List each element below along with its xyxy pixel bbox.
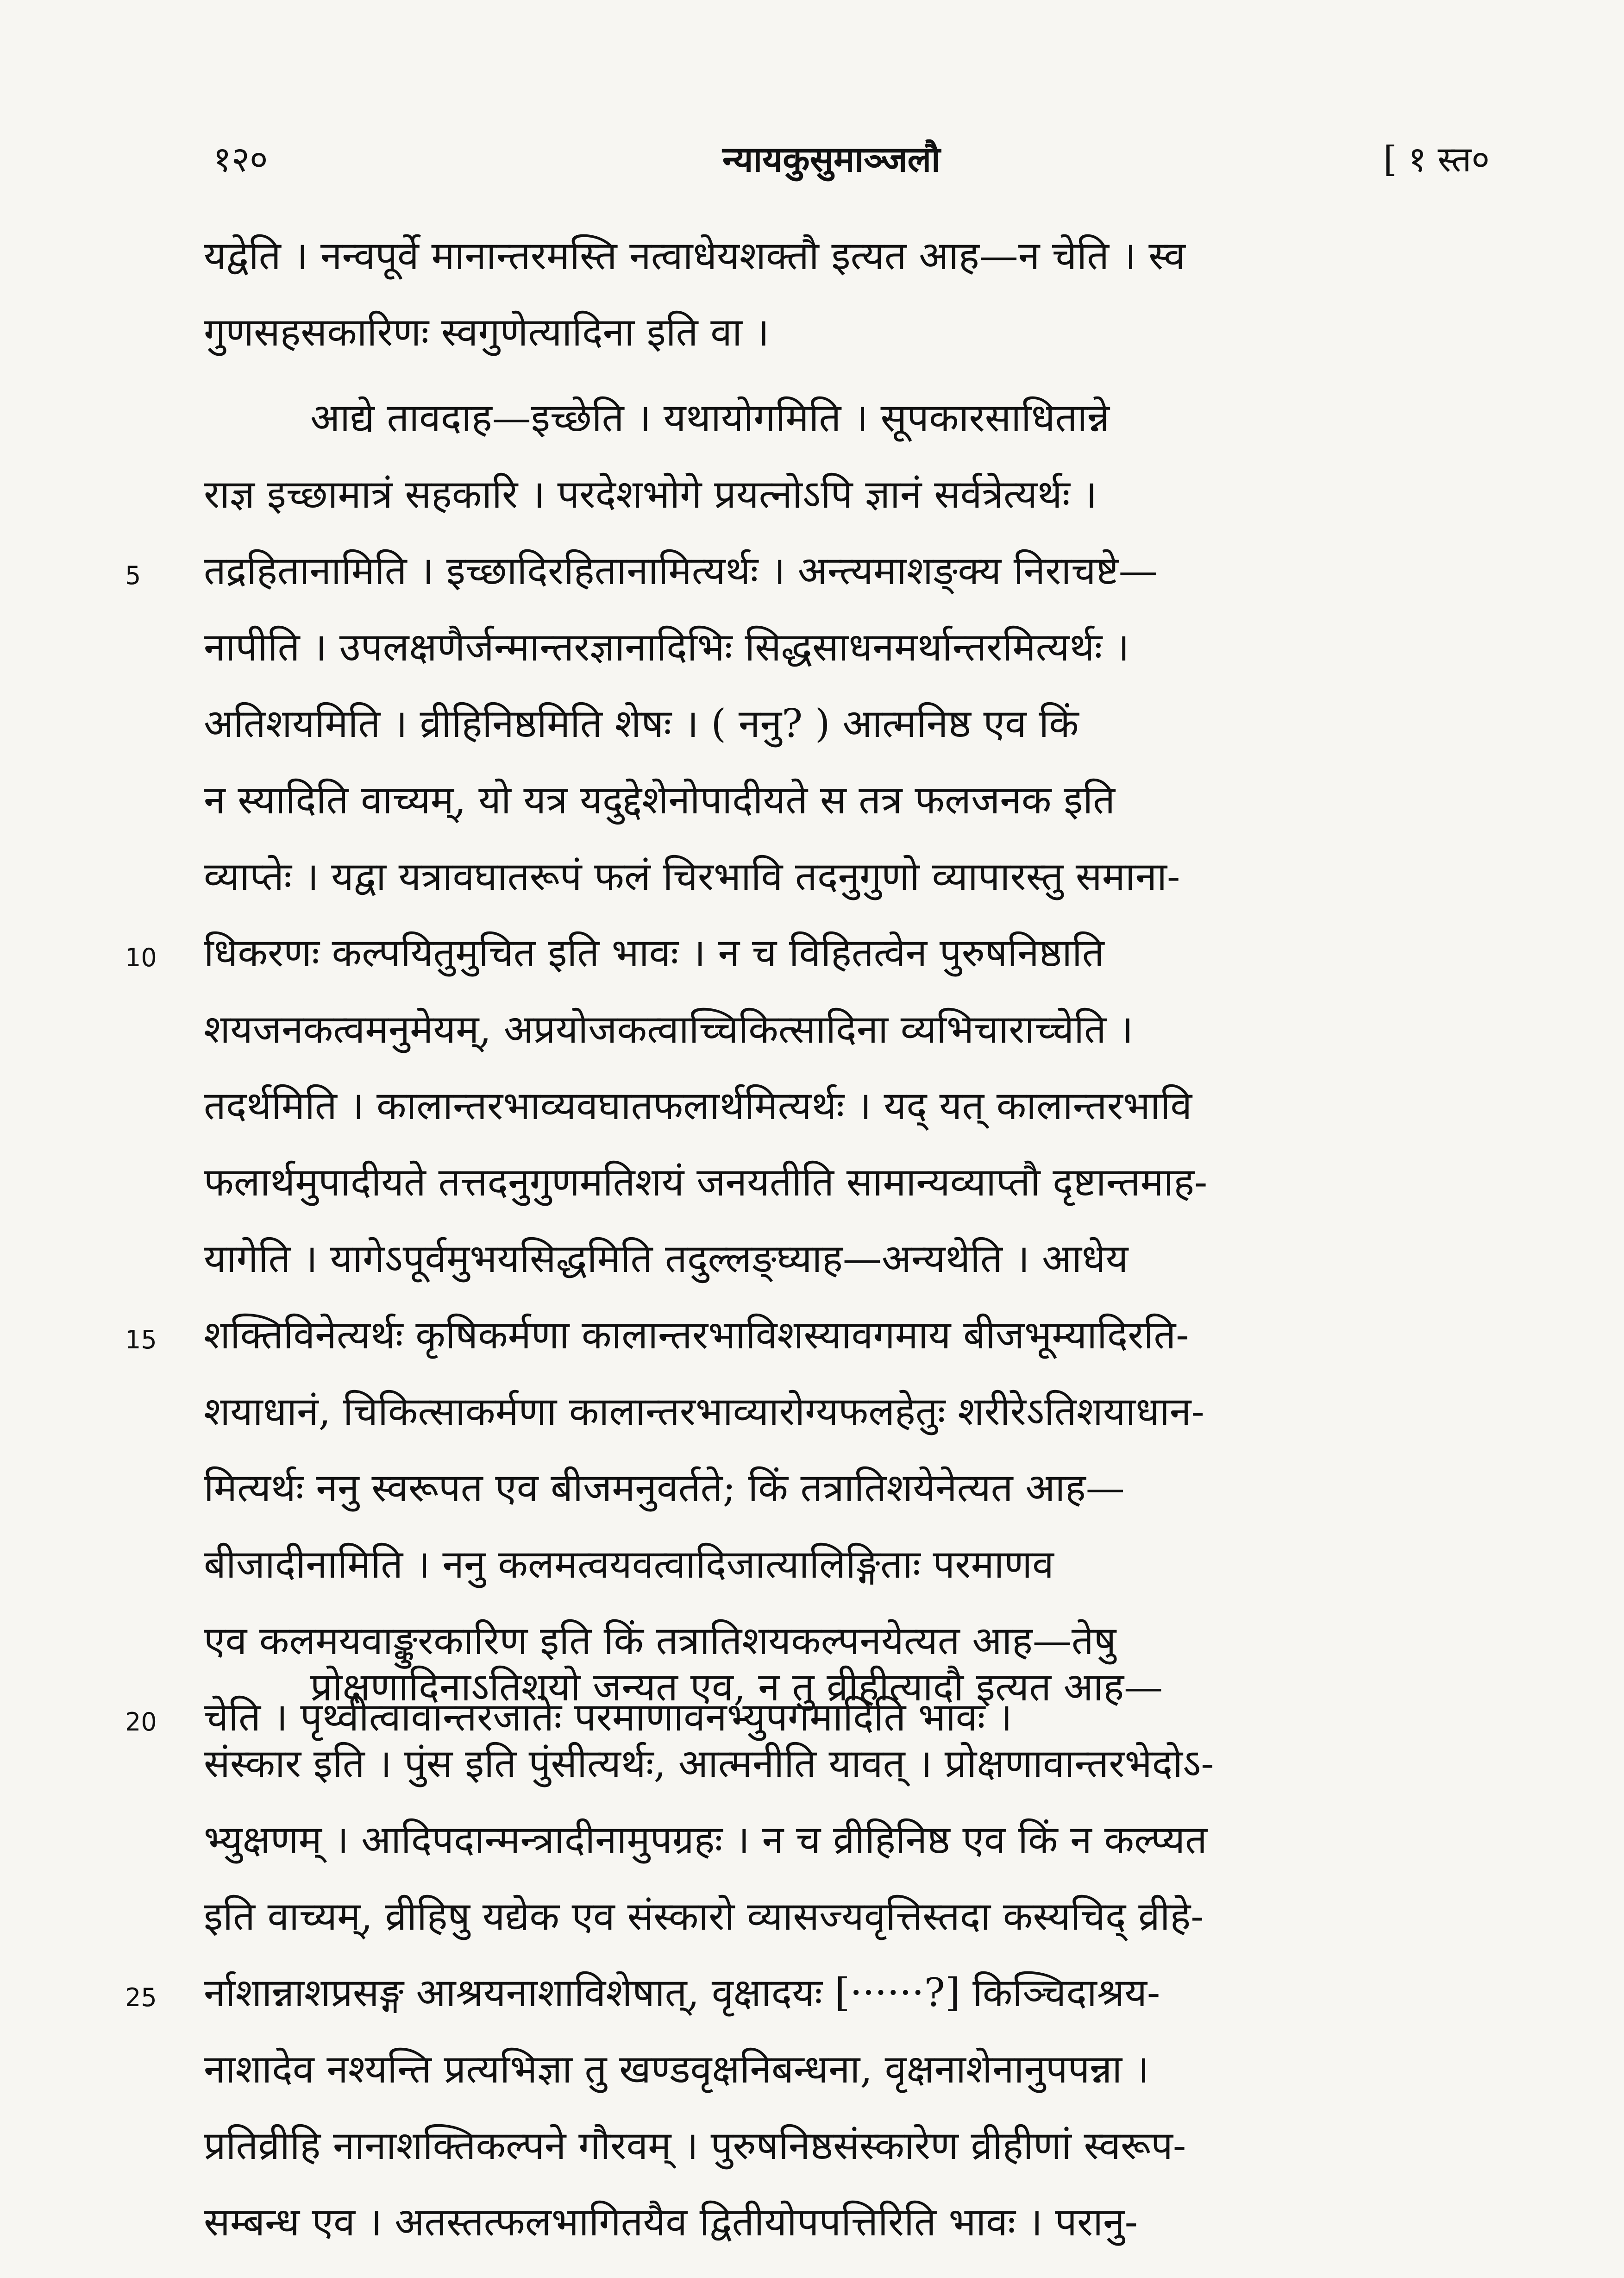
text-line <box>204 1526 1490 1603</box>
line-text: तद्रहितानामिति । इच्छादिरहितानामित्यर्थः । अन्त्यमाशङ्क्य निराचष्टे— <box>204 548 1158 593</box>
text-line <box>204 1068 1490 1144</box>
text-line <box>204 1802 1490 1878</box>
text-line <box>204 2031 1490 2108</box>
line-text: एव कलमयवाङ्कुरकारिण इति किं तत्रातिशयकल्पनयेत्यत आह—तेषु <box>204 1618 1116 1663</box>
line-text: प्रोक्षणादिनाऽतिशयो जन्यत एव, न तु व्रीहीत्यादौ इत्यत आह— <box>310 1664 1163 1710</box>
text-line: यद्वेति । नन्वपूर्वे मानान्तरमस्ति नत्वाधेयशक्तौ इत्यत आह—न चेति । स्व <box>204 233 1185 278</box>
line-text: नापीति । उपलक्षणैर्जन्मान्तरज्ञानादिभिः सिद्धसाधनमर्थान्तरमित्यर्थः । <box>204 624 1129 670</box>
text-line <box>204 1450 1490 1526</box>
line-text: संस्कार इति । पुंस इति पुंसीत्यर्थः, आत्मनीति यावत् । प्रोक्षणावान्तरभेदोऽ- <box>204 1741 1214 1786</box>
line-text: सम्बन्ध एव । अतस्तत्फलभागितयैव द्वितीयोपपत्तिरिति भावः । परानु- <box>204 2199 1138 2245</box>
line-text: र्नाशान्नाशप्रसङ्ग आश्रयनाशाविशेषात्, वृक्षादयः [······?] किञ्चिदाश्रय- <box>204 1970 1160 2015</box>
text-line <box>204 1144 1490 1221</box>
text-line: गुणसहसकारिणः स्वगुणेत्यादिना इति वा । <box>204 309 770 355</box>
line-text: प्रतिव्रीहि नानाशक्तिकल्पने गौरवम् । पुरुषनिष्ठसंस्कारेण व्रीहीणां स्वरूप- <box>204 2123 1186 2168</box>
text-line <box>204 991 1490 1068</box>
line-text: शयाधानं, चिकित्साकर्मणा कालान्तरभाव्यारोग्यफलहेतुः शरीरेऽतिशयाधान- <box>204 1389 1204 1434</box>
line-text: भ्युक्षणम् । आदिपदान्मन्त्रादीनामुपग्रहः । न च व्रीहिनिष्ठ एव किं न कल्प्यत <box>204 1817 1207 1863</box>
section-reference: [ १ स्त० <box>1383 138 1490 180</box>
running-title: न्यायकुसुमाञ्जलौ <box>722 138 941 180</box>
text-line <box>125 915 1490 991</box>
line-text: शक्तिविनेत्यर्थः कृषिकर्मणा कालान्तरभाविशस्यावगमाय बीजभूम्यादिरति- <box>204 1312 1189 1358</box>
line-text: न स्यादिति वाच्यम्, यो यत्र यदुद्देशेनोपादीयते स तत्र फलजनक इति <box>204 777 1116 823</box>
text-line <box>125 1297 1490 1373</box>
text-line <box>204 2108 1490 2184</box>
line-number: 5 <box>125 561 141 590</box>
text-line <box>204 1221 1490 1297</box>
text-line <box>204 609 1490 686</box>
line-text: राज्ञ इच्छामात्रं सहकारि । परदेशभोगे प्रयत्नोऽपि ज्ञानं सर्वत्रेत्यर्थः । <box>204 472 1097 517</box>
line-text: व्याप्तेः । यद्वा यत्रावघातरूपं फलं चिरभावि तदनुगुणो व्यापारस्तु समाना- <box>204 854 1180 899</box>
text-line <box>204 380 1490 456</box>
text-line <box>204 1373 1490 1450</box>
line-number: 25 <box>125 1983 157 2012</box>
text-line <box>204 1725 1490 1802</box>
line-text: यागेति । यागेऽपूर्वमुभयसिद्धमिति तदुल्लङ्घ्याह—अन्यथेति । आधेय <box>204 1236 1129 1281</box>
line-text: शयजनकत्वमनुमेयम्, अप्रयोजकत्वाच्चिकित्सादिना व्यभिचाराच्चेति । <box>204 1007 1134 1052</box>
text-line <box>204 1649 1490 1725</box>
running-header <box>213 134 1490 195</box>
text-line <box>204 2184 1490 2260</box>
line-number: 10 <box>125 943 157 972</box>
paragraph-2 <box>125 380 1490 1756</box>
line-text: फलार्थमुपादीयते तत्तदनुगुणमतिशयं जनयतीति सामान्यव्याप्तौ दृष्टान्तमाह- <box>204 1159 1208 1205</box>
text-line <box>204 1878 1490 1955</box>
line-text: बीजादीनामिति । ननु कलमत्वयवत्वादिजात्यालिङ्गिताः परमाणव <box>204 1542 1054 1587</box>
page-number: १२० <box>213 138 268 180</box>
line-number: 15 <box>125 1325 157 1354</box>
line-text: धिकरणः कल्पयितुमुचित इति भावः । न च विहितत्वेन पुरुषनिष्ठाति <box>204 930 1104 975</box>
line-number: 20 <box>125 1707 157 1737</box>
text-line <box>204 456 1490 533</box>
line-text: नाशादेव नश्यन्ति प्रत्यभिज्ञा तु खण्डवृक्षनिबन्धना, वृक्षनाशेनानुपपन्ना । <box>204 2046 1149 2092</box>
text-line <box>204 838 1490 915</box>
line-text: मित्यर्थः ननु स्वरूपत एव बीजमनुवर्तते; किं तत्रातिशयेनेत्यत आह— <box>204 1465 1125 1510</box>
line-text: तदर्थमिति । कालान्तरभाव्यवघातफलार्थमित्यर्थः । यद् यत् कालान्तरभावि <box>204 1083 1192 1128</box>
text-line <box>204 686 1490 762</box>
line-text: अतिशयमिति । व्रीहिनिष्ठमिति शेषः । ( ननु? ) आत्मनिष्ठ एव किं <box>204 701 1079 746</box>
line-text: आद्ये तावदाह—इच्छेति । यथायोगमिति । सूपकारसाधितान्ने <box>310 395 1110 440</box>
line-text: इति वाच्यम्, व्रीहिषु यद्येक एव संस्कारो व्यासज्यवृत्तिस्तदा कस्यचिद् व्रीहे- <box>204 1894 1204 1939</box>
text-line <box>125 533 1490 609</box>
paragraph-1 <box>204 218 1490 371</box>
text-line <box>125 1955 1490 2031</box>
text-line <box>204 762 1490 838</box>
line-text: चेति । पृथ्वीत्वावान्तरजातेः परमाणावनभ्युपगमादिति भावः । <box>204 1694 1012 1740</box>
